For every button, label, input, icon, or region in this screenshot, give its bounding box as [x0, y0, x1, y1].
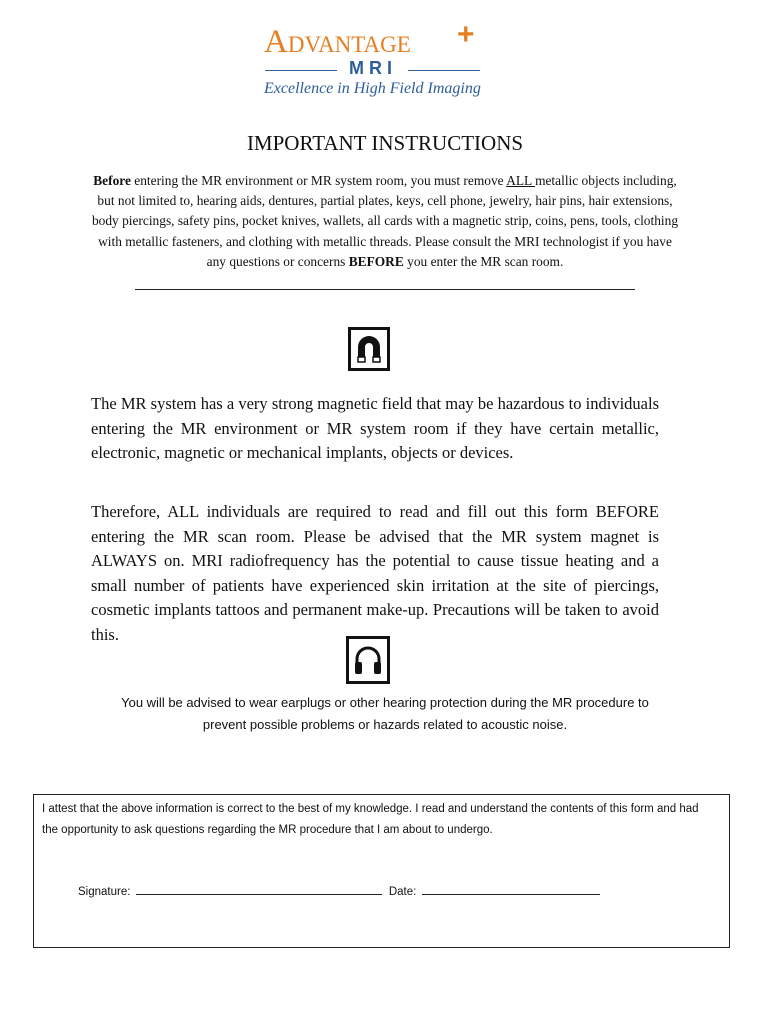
logo-mri: MRI — [349, 58, 397, 78]
attestation-text: I attest that the above information is correct to the best of my knowledge. I read and understand the contents of this form and had the opportunity to ask questions regarding the MR procedure that I am about to undergo. — [42, 803, 699, 836]
intro-lead: Before — [93, 173, 131, 188]
signature-row — [78, 884, 600, 898]
date-field[interactable] — [422, 884, 600, 895]
page-title: IMPORTANT INSTRUCTIONS — [246, 131, 524, 155]
logo-brand-name: Advantage — [264, 24, 411, 60]
intro-underlined: ALL — [506, 173, 536, 188]
date-label: Date: — [388, 886, 417, 898]
intro-bold-end: BEFORE — [348, 253, 404, 269]
intro-part2: metallic objects including, but not limited to, hearing aids, dentures, partial plates, keys, cell phone, jewelry, hair pins, hair extensions, body piercings, safety pins, pocket knives, wallets, all cards with a magnetic strip, coins, pens, tools, clothing with metallic fasteners, and clothing with metallic threads. Please consult the MRI technologist if you have any questions or concerns — [91, 173, 679, 269]
intro-part3: you enter the MR scan room. — [403, 253, 564, 269]
magnetic-field-warning: The MR system has a very strong magnetic field that may be hazardous to individuals entering the MR environment or MR system room if they have certain metallic, electronic, magnetic or mechanical implants, objects or devices. — [91, 394, 659, 462]
attestation-box — [33, 794, 730, 948]
hearing-protection-notice: You will be advised to wear earplugs or other hearing protection during the MR procedure to prevent possible problems or hazards related to acoustic noise. — [121, 695, 649, 732]
logo-rule-left — [265, 70, 337, 71]
signature-field[interactable] — [136, 884, 382, 895]
logo-tagline: Excellence in High Field Imaging — [264, 80, 481, 97]
headphones-icon — [346, 636, 390, 684]
intro-part1: entering the MR environment or MR system room, you must remove — [130, 173, 507, 188]
logo-rule-right — [408, 70, 480, 71]
magnet-icon — [348, 327, 390, 371]
intro-instructions — [88, 171, 682, 272]
advantage-mri-logo — [0, 20, 770, 104]
logo-plus-mark: + — [457, 18, 475, 51]
signature-label: Signature: — [78, 886, 131, 898]
section-divider — [135, 289, 635, 291]
form-requirement-paragraph: Therefore, ALL individuals are required to read and fill out this form BEFORE entering the MR scan room. Please be advised that the MR system magnet is ALWAYS on. MRI radiofrequency has the potential to cause tissue heating and a small number of patients have experienced skin irritation at the site of piercings, cosmetic implants tattoos and permanent make-up. Precautions will be taken to avoid this. — [91, 502, 659, 644]
